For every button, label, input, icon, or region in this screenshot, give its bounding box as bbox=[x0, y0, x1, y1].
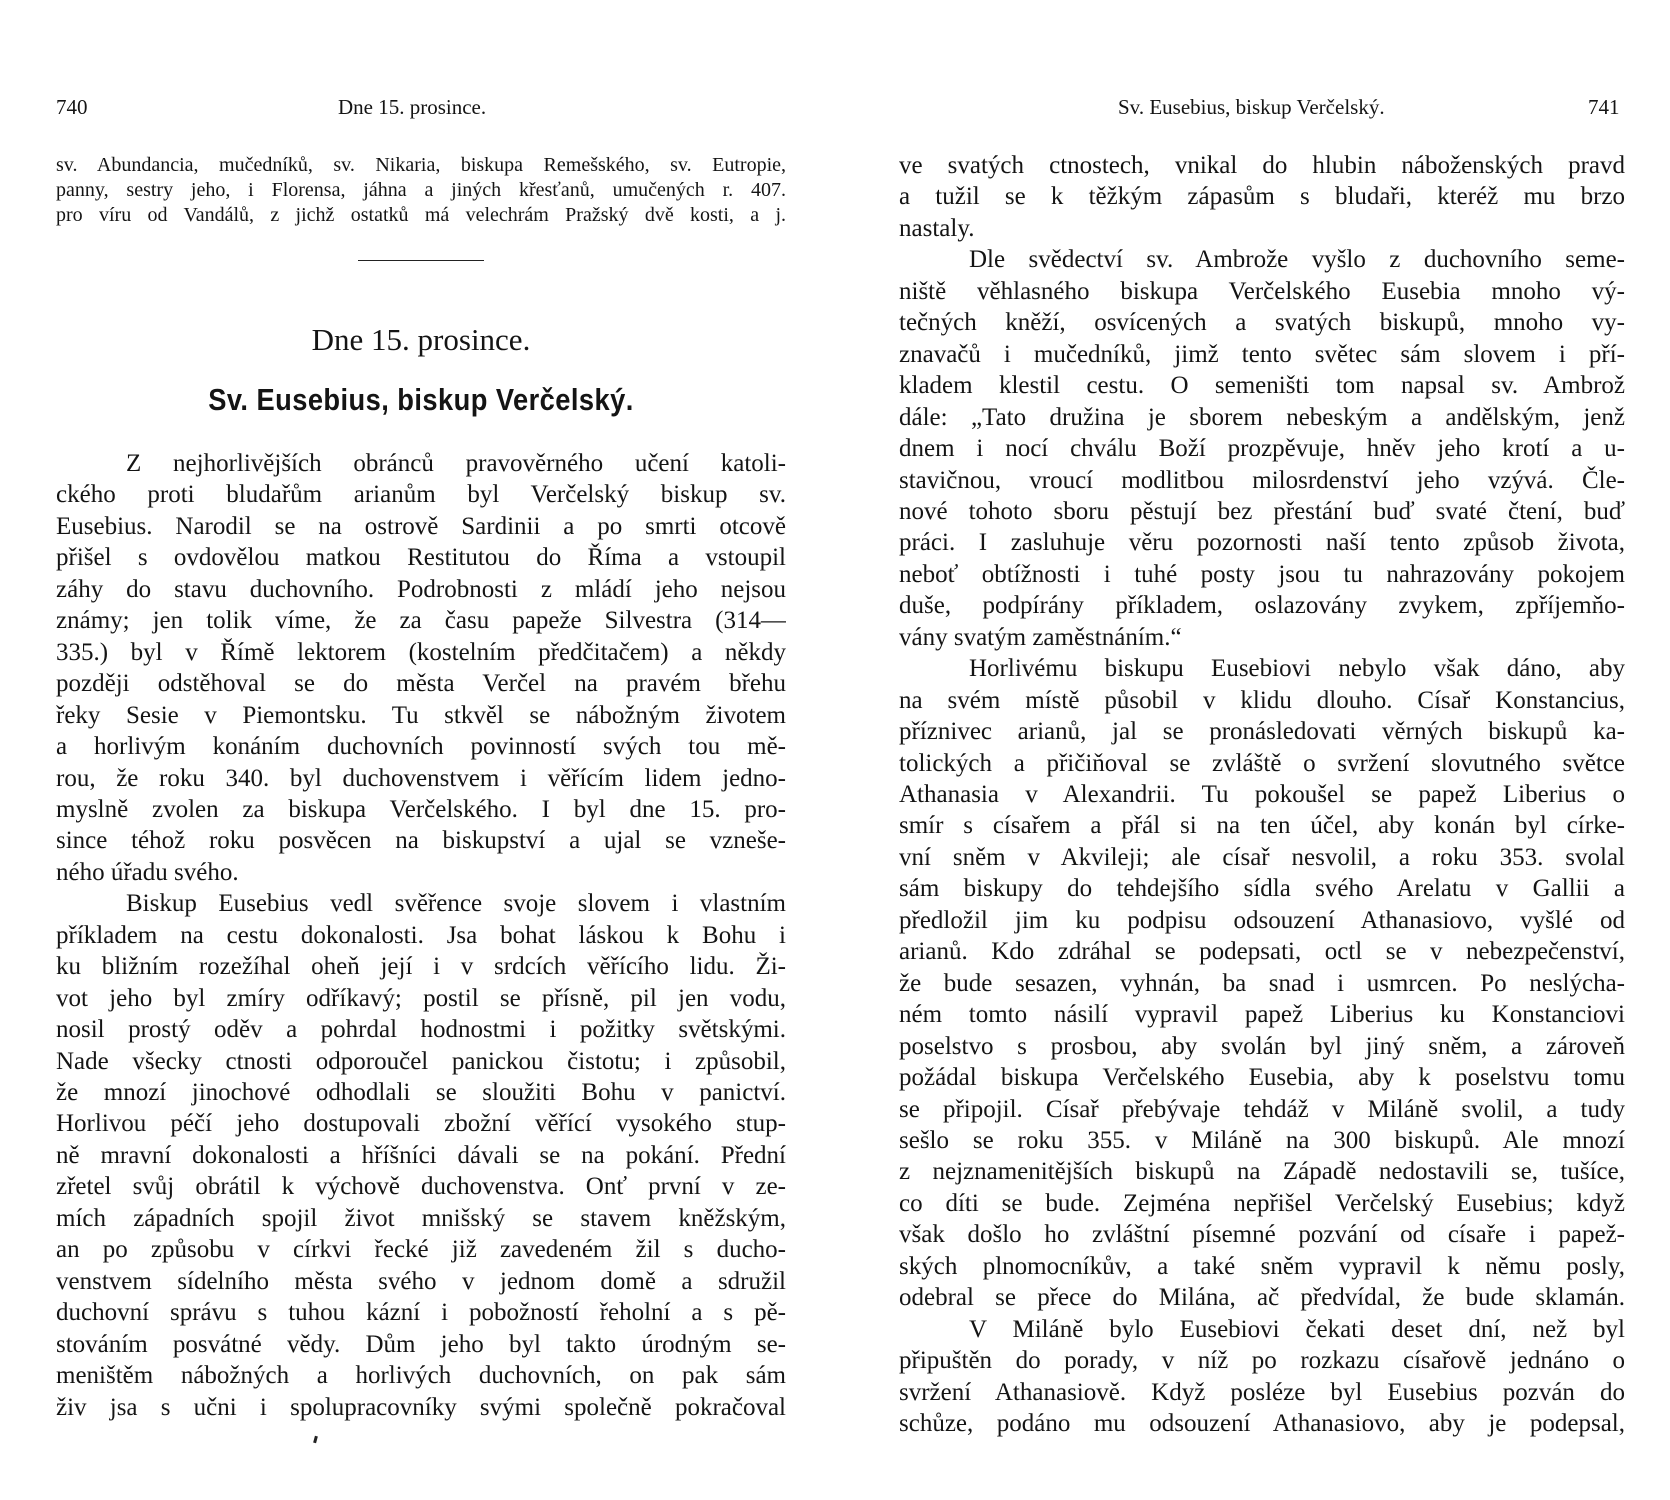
text-line: Horlivému biskupu Eusebiovi nebylo však dáno, aby bbox=[969, 655, 1625, 683]
text-line: odebral se přece do Milána, ač předvídal, že bude sklamán. bbox=[899, 1284, 1625, 1312]
text-line: ku bližním rozežíhal oheň její i v srdcích věřícího lidu. Ži- bbox=[56, 953, 786, 981]
text-line: ném tomto násilí vypravil papež Liberius ku Konstanciovi bbox=[899, 1001, 1625, 1029]
text-line: duchovní správu s tuhou kázní i pobožností řeholní a s pě- bbox=[56, 1299, 786, 1327]
running-head: Dne 15. prosince. bbox=[338, 95, 487, 119]
text-line: že bude sesazen, vyhnán, ba snad i usmrcen. Po neslýcha- bbox=[899, 969, 1625, 997]
text-line: nové tohoto sboru pěstují bez přestání buď svaté čtení, buď bbox=[899, 497, 1625, 525]
text-line: stavičnou, vroucí modlitbou milosrdenství jeho vzývá. Čle- bbox=[899, 466, 1625, 494]
text-line: dnem i nocí chválu Boží prozpěvuje, hněv jeho krotí a u- bbox=[899, 435, 1625, 463]
text-line: přišel s ovdovělou matkou Restitutou do Říma a vstoupil bbox=[56, 544, 786, 572]
text-line: později odstěhoval se do města Verčel na pravém břehu bbox=[56, 670, 786, 698]
saint-title: Sv. Eusebius, biskup Verčelský. bbox=[208, 382, 634, 417]
text-line: Eusebius. Narodil se na ostrově Sardinii a po smrti otcově bbox=[56, 512, 786, 540]
text-line: práci. I zasluhuje věru pozornosti naší tento způsob života, bbox=[899, 529, 1625, 557]
text-line: a tužil se k těžkým zápasům s bludaři, kteréž mu brzo bbox=[899, 183, 1625, 211]
text-line: ného úřadu svého. bbox=[56, 858, 239, 886]
text-line: smír s císařem a přál si na ten účel, aby konán byl círke- bbox=[899, 812, 1625, 840]
text-line: panny, sestry jeho, i Florensa, jáhna a jiných křesťanů, umučených r. 407. bbox=[56, 179, 786, 201]
text-line: 335.) byl v Římě lektorem (kostelním předčitačem) a někdy bbox=[56, 638, 786, 666]
text-line: tečných kněží, osvícených a svatých biskupů, mnoho vy- bbox=[899, 309, 1625, 337]
text-line: a horlivým konáním duchovních povinností svých tou mě- bbox=[56, 733, 786, 761]
text-line: zřetel svůj obrátil k výchově duchovenstva. Onť první v ze- bbox=[56, 1173, 786, 1201]
date-heading: Dne 15. prosince. bbox=[311, 322, 531, 357]
text-line: ckého proti bludařům arianům byl Verčelský biskup sv. bbox=[56, 481, 786, 509]
text-line: nosil prostý oděv a pohrdal hodnostmi i požitky světskými. bbox=[56, 1016, 786, 1044]
text-line: živ jsa s učni i spolupracovníky svými společně pokračoval bbox=[56, 1393, 786, 1421]
text-line: že mnozí jinochové odhodlali se sloužiti Bohu v panictví. bbox=[56, 1079, 786, 1106]
text-line: poselstvo s prosbou, aby svolán byl jiný sněm, a zároveň bbox=[899, 1032, 1625, 1060]
text-line: sešlo se roku 355. v Miláně na 300 biskupů. Ale mnozí bbox=[899, 1126, 1625, 1154]
text-line: na svém místě působil v klidu dlouho. Císař Konstancius, bbox=[899, 686, 1625, 714]
text-line: řeky Sesie v Piemontsku. Tu stkvěl se nábožným životem bbox=[56, 701, 786, 729]
intro-text bbox=[56, 153, 786, 228]
text-line: arianů. Kdo zdráhal se podepsati, octl se v nebezpečenství, bbox=[899, 938, 1625, 966]
text-line: Biskup Eusebius vedl svěřence svoje slovem i vlastním bbox=[126, 890, 786, 918]
text-line: an po způsobu v církvi řecké již zavedeném žil s ducho- bbox=[56, 1236, 786, 1264]
text-line: pro víru od Vandálů, z jichž ostatků má velechrám Pražský dvě kosti, a j. bbox=[56, 204, 786, 226]
text-line: požádal biskupa Verčelského Eusebia, aby k poselstvu tomu bbox=[899, 1064, 1625, 1092]
text-line: mích západních spojil život mnišský se stavem kněžským, bbox=[56, 1204, 786, 1232]
text-line: vány svatým zaměstnáním.“ bbox=[899, 623, 1182, 651]
text-line: připuštěn do porady, v níž po rozkazu císařově jednáno o bbox=[899, 1347, 1625, 1375]
text-line: vní sněm v Akvileji; ale císař nesvolil, a roku 353. svolal bbox=[899, 843, 1625, 871]
text-line: venstvem sídelního města svého v jednom domě a sdružil bbox=[56, 1267, 786, 1295]
text-line: Z nejhorlivějších obránců pravověrného učení katoli- bbox=[126, 450, 786, 477]
text-line: neboť obtížnosti i tuhé posty jsou tu nahrazovány pokojem bbox=[899, 560, 1625, 588]
text-line: nastaly. bbox=[899, 214, 975, 242]
text-line: sv. Abundancia, mučedníků, sv. Nikaria, biskupa Remešského, sv. Eutropie, bbox=[56, 154, 786, 176]
page-number: 741 bbox=[1588, 95, 1620, 119]
text-line: V Miláně bylo Eusebiovi čekati deset dní, než byl bbox=[969, 1315, 1625, 1343]
text-line: záhy do stavu duchovního. Podrobnosti z mládí jeho nejsou bbox=[56, 575, 786, 603]
section-divider bbox=[358, 260, 484, 261]
running-head: Sv. Eusebius, biskup Verčelský. bbox=[1118, 95, 1385, 119]
print-speck bbox=[313, 1436, 318, 1444]
text-line: však došlo ho zvláštní písemné pozvání od císaře i papež- bbox=[899, 1221, 1625, 1249]
text-line: Dle svědectví sv. Ambrože vyšlo z duchovního seme- bbox=[969, 246, 1625, 274]
text-line: myslně zvolen za biskupa Verčelského. I byl dne 15. pro- bbox=[56, 795, 786, 823]
text-line: tolických a přičiňoval se zvláště o svržení slovutného světce bbox=[899, 749, 1625, 777]
text-line: rou, že roku 340. byl duchovenstvem i věřícím lidem jedno- bbox=[56, 764, 786, 792]
text-line: ně mravní dokonalosti a hříšníci dávali se na pokání. Přední bbox=[56, 1141, 786, 1169]
text-line: Nade všecky ctnosti odporoučel panickou čistotu; i způsobil, bbox=[56, 1047, 786, 1075]
text-line: z nejznamenitějších biskupů na Západě nedostavili se, tušíce, bbox=[899, 1158, 1625, 1186]
text-line: dále: „Tato družina je sborem nebeským a andělským, jenž bbox=[899, 403, 1625, 431]
text-line: sám biskupy do tehdejšího sídla svého Arelatu v Gallii a bbox=[899, 875, 1625, 903]
text-line: Horlivou péčí jeho dostupovali zbožní věřící vysokého stup- bbox=[56, 1110, 786, 1138]
page-number: 740 bbox=[56, 95, 88, 119]
text-line: stováním posvátné vědy. Dům jeho byl takto úrodným se- bbox=[56, 1330, 786, 1358]
text-line: ských plnomocníkův, a také sněm vypravil k němu posly, bbox=[899, 1252, 1625, 1280]
text-line: co díti se bude. Zejména nepřišel Verčelský Eusebius; když bbox=[899, 1189, 1625, 1217]
text-line: předložil jim ku podpisu odsouzení Athanasiovo, vyšlé od bbox=[899, 906, 1625, 934]
text-line: duše, podpírány příkladem, oslazovány zvykem, zpříjemňo- bbox=[899, 592, 1625, 620]
text-line: schůze, podáno mu odsouzení Athanasiovo, aby je podepsal, bbox=[899, 1410, 1625, 1437]
text-line: známy; jen tolik víme, že za času papeže Silvestra (314— bbox=[56, 607, 786, 635]
text-line: svržení Athanasiově. Když posléze byl Eusebius pozván do bbox=[899, 1378, 1625, 1406]
text-line: vot jeho byl zmíry odříkavý; postil se přísně, pil jen vodu, bbox=[56, 984, 786, 1012]
text-line: ve svatých ctnostech, vnikal do hlubin náboženských pravd bbox=[899, 152, 1625, 179]
text-line: kladem klestil cestu. O semeništi tom napsal sv. Ambrož bbox=[899, 372, 1625, 400]
text-line: meništěm nábožných a horlivých duchovních, on pak sám bbox=[56, 1362, 786, 1390]
text-line: Athanasia v Alexandrii. Tu pokoušel se papež Liberius o bbox=[899, 781, 1625, 808]
text-line: příznivec arianů, jal se pronásledovati věrných biskupů ka- bbox=[899, 718, 1625, 746]
text-line: since téhož roku posvěcen na biskupství a ujal se vzneše- bbox=[56, 827, 786, 855]
text-line: se připojil. Císař přebývaje tehdáž v Miláně svolil, a tudy bbox=[899, 1095, 1625, 1123]
text-line: niště věhlasného biskupa Verčelského Eusebia mnoho vý- bbox=[899, 277, 1625, 305]
text-line: příkladem na cestu dokonalosti. Jsa bohat láskou k Bohu i bbox=[56, 921, 786, 949]
text-line: znavačů i mučedníků, jimž tento světec sám slovem i pří- bbox=[899, 340, 1625, 368]
